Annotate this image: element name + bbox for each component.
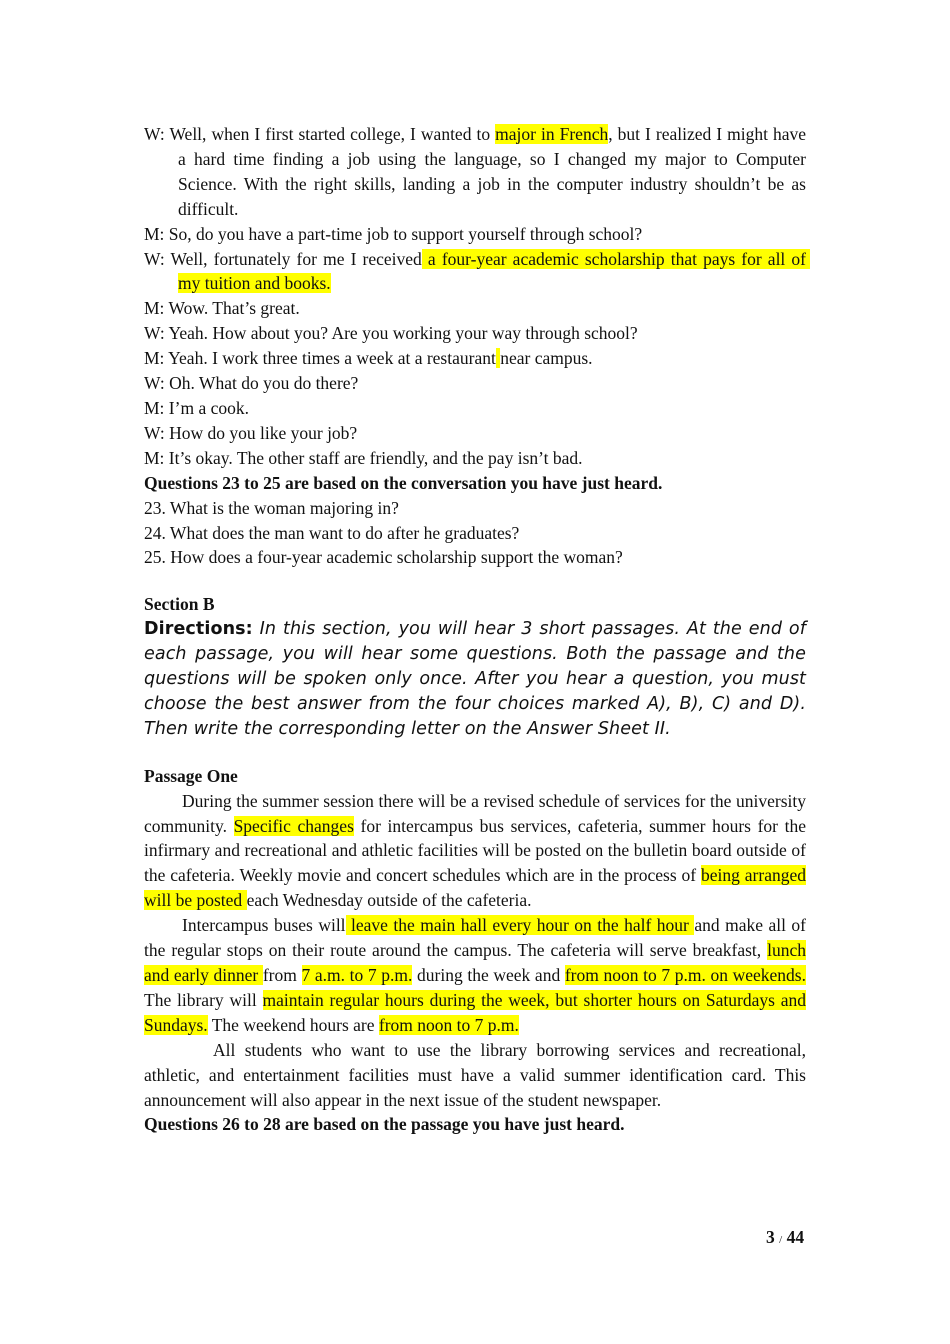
page-total: 44 [786, 1227, 805, 1247]
dialogue-line [144, 247, 811, 297]
highlighted-text: a four-year academic scholarship that pays for all of my tuition and books. [178, 248, 811, 294]
text-run: W: How do you like your job? [144, 422, 358, 443]
text-run: During the summer session there will be a revised schedule of services for the university community. [144, 790, 806, 836]
highlighted-text: from noon to 7 p.m. [378, 1014, 519, 1035]
passage-one-title: Passage One [144, 765, 238, 786]
text-run: W: Well, fortunately for me I received [144, 248, 422, 269]
page-separator: / [779, 1234, 783, 1246]
dialogue-line [144, 371, 806, 396]
passage-paragraph [144, 789, 806, 914]
highlighted-text: leave the main hall every hour on the half hour [345, 915, 695, 936]
dialogue-line [144, 446, 806, 471]
spacer [144, 570, 806, 592]
questions-heading-26-28: Questions 26 to 28 are based on the passage you have just heard. [144, 1114, 625, 1135]
text-run: The weekend hours are [207, 1014, 379, 1035]
dialogue-line [144, 321, 806, 346]
dialogue-line [144, 296, 806, 321]
text-run: during the week and [412, 965, 565, 985]
text-run: W: Yeah. How about you? Are you working your way through school? [144, 323, 638, 344]
text-run: Intercampus buses will [182, 915, 346, 936]
dialogue-line [144, 122, 811, 222]
passage-paragraph [144, 913, 806, 1038]
text-run: M: Wow. That’s great. [144, 298, 300, 319]
questions-list-23-25 [144, 496, 806, 571]
highlighted-text: Specific changes [233, 815, 354, 836]
text-run: for intercampus bus services, cafeteria, summer hours for the infirmary and recreational and athletic facilities will be posted on the bulletin board outside of the cafeteria. Weekly movie and concert schedules which are in the process of [144, 815, 806, 886]
text-run: and make all of the regular stops on their route around the campus. The cafeteria will serve breakfast, [144, 915, 807, 961]
passage-one-body [144, 789, 806, 1113]
text-run: M: I’m a cook. [144, 397, 249, 418]
directions-paragraph [144, 617, 806, 742]
dialogue-line [144, 396, 806, 421]
directions-label: Directions: [144, 619, 253, 640]
question-item: 24. What does the man want to do after he graduates? [144, 522, 520, 543]
page-current: 3 [766, 1227, 775, 1247]
text-run: W: Oh. What do you do there? [144, 373, 359, 394]
directions-text: In this section, you will hear 3 short passages. At the end of each passage, you will hear some questions. Both the passage and the questions will be spoken only once. After you hear a question, you must choose the best answer from the four choices marked A), B), C) and D). Then write the corresponding letter on the Answer Sheet II. [144, 619, 806, 739]
text-run: , but I realized I might have a hard time finding a job using the language, so I changed my major to Computer Science. With the right skills, landing a job in the computer industry shouldn’t be as difficult. [178, 124, 811, 219]
section-b-heading: Section B [144, 594, 215, 615]
highlighted-text: from noon to 7 p.m. on weekends. [564, 965, 806, 985]
spacer [144, 742, 806, 764]
text-run: from [262, 965, 302, 985]
text-run: each Wednesday outside of the cafeteria. [246, 890, 532, 911]
dialogue-line [144, 346, 806, 371]
text-run: W: Well, when I first started college, I wanted to [144, 124, 496, 144]
text-run: near campus. [500, 348, 593, 369]
highlighted-text: major in French [495, 124, 609, 144]
highlighted-text: maintain regular hours during the week, but shorter hours on Saturdays and Sundays. [144, 989, 807, 1035]
dialogue-line [144, 222, 806, 247]
document-page [144, 122, 811, 1137]
highlighted-text: 7 a.m. to 7 p.m. [301, 965, 413, 985]
question-item: 23. What is the woman majoring in? [144, 497, 399, 518]
conversation-transcript [144, 122, 811, 471]
text-run: The library will [144, 989, 263, 1010]
highlighted-text: lunch and early dinner [144, 940, 806, 985]
question-item: 25. How does a four-year academic scholarship support the woman? [144, 547, 623, 568]
page-number [766, 1227, 804, 1248]
text-run: M: So, do you have a part-time job to support yourself through school? [144, 223, 643, 244]
text-run: All students who want to use the library borrowing services and recreational, athletic, and entertainment facilities must have a valid summer identification card. This announcement will also appear in the next issue of the student newspaper. [144, 1039, 806, 1110]
questions-heading-23-25: Questions 23 to 25 are based on the conversation you have just heard. [144, 472, 663, 493]
dialogue-line [144, 421, 806, 446]
highlighted-text: being arranged will be posted [144, 865, 806, 911]
passage-paragraph [144, 1038, 806, 1113]
text-run: M: Yeah. I work three times a week at a restaurant [144, 348, 496, 369]
text-run: M: It’s okay. The other staff are friendly, and the pay isn’t bad. [144, 447, 583, 468]
